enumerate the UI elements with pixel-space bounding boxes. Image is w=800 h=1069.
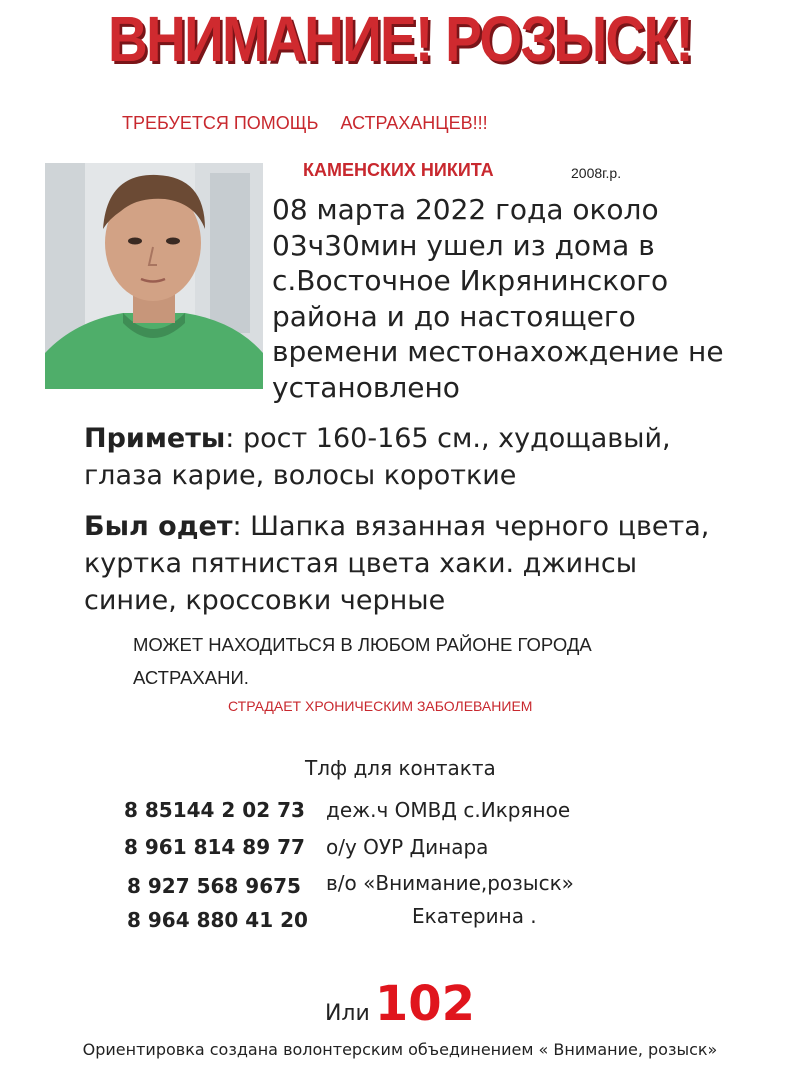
story-line: времени местонахождение не — [272, 335, 724, 368]
story-line: установлено — [272, 370, 460, 404]
clothes-text: куртка пятнистая цвета хаки. джинсы — [84, 548, 638, 579]
emergency-line — [0, 976, 800, 1032]
story-line: с.Восточное Икрянинского — [272, 264, 669, 297]
clothes-label: Был одет — [84, 511, 233, 542]
headline: ВНИМАНИЕ! РОЗЫСК! — [108, 3, 692, 75]
location-note-line: АСТРАХАНИ. — [133, 667, 249, 688]
contact-label: о/у ОУР Динара — [326, 835, 489, 859]
physical-description — [84, 420, 709, 619]
contact-phone: 8 964 880 41 20 — [127, 908, 308, 932]
or-word: Или — [324, 1001, 370, 1026]
illness-note: СТРАДАЕТ ХРОНИЧЕСКИМ ЗАБОЛЕВАНИЕМ — [228, 698, 533, 714]
signs-label: Приметы — [84, 423, 226, 454]
contact-phone: 8 927 568 9675 — [127, 874, 301, 898]
story-line: 08 марта 2022 года около — [272, 193, 659, 226]
birth-year: 2008г.р. — [571, 165, 622, 181]
contact-label: деж.ч ОМВД с.Икряное — [326, 798, 571, 822]
help-request-part2: АСТРАХАНЦЕВ!!! — [340, 113, 488, 133]
clothes-text: : Шапка вязанная черного цвета, — [232, 511, 710, 542]
portrait-illustration — [45, 163, 263, 389]
clothes-text: синие, кроссовки черные — [84, 585, 446, 616]
signs-text: : рост 160-165 см., худощавый, — [225, 423, 671, 454]
help-request — [122, 113, 488, 134]
disappearance-description — [272, 192, 724, 405]
contact-label: в/о «Внимание,розыск» — [326, 871, 574, 895]
missing-person-photo — [45, 163, 263, 389]
signs-text: глаза карие, волосы короткие — [84, 460, 517, 491]
help-request-part1: ТРЕБУЕТСЯ ПОМОЩЬ — [122, 113, 319, 133]
location-note — [133, 628, 592, 694]
location-note-line: МОЖЕТ НАХОДИТЬСЯ В ЛЮБОМ РАЙОНЕ ГОРОДА — [133, 634, 592, 655]
contact-label: Екатерина . — [412, 904, 537, 928]
emergency-number: 102 — [374, 976, 476, 1032]
footer-note: Ориентировка создана волонтерским объединением « Внимание, розыск» — [82, 1040, 718, 1059]
contact-phone: 8 85144 2 02 73 — [124, 798, 305, 822]
story-line: района и до настоящего — [272, 299, 636, 333]
story-line: 03ч30мин ушел из дома в — [272, 228, 655, 262]
person-name: КАМЕНСКИХ НИКИТА — [303, 160, 494, 180]
contact-phone: 8 961 814 89 77 — [124, 835, 305, 859]
contacts-heading: Тлф для контакта — [305, 756, 496, 780]
